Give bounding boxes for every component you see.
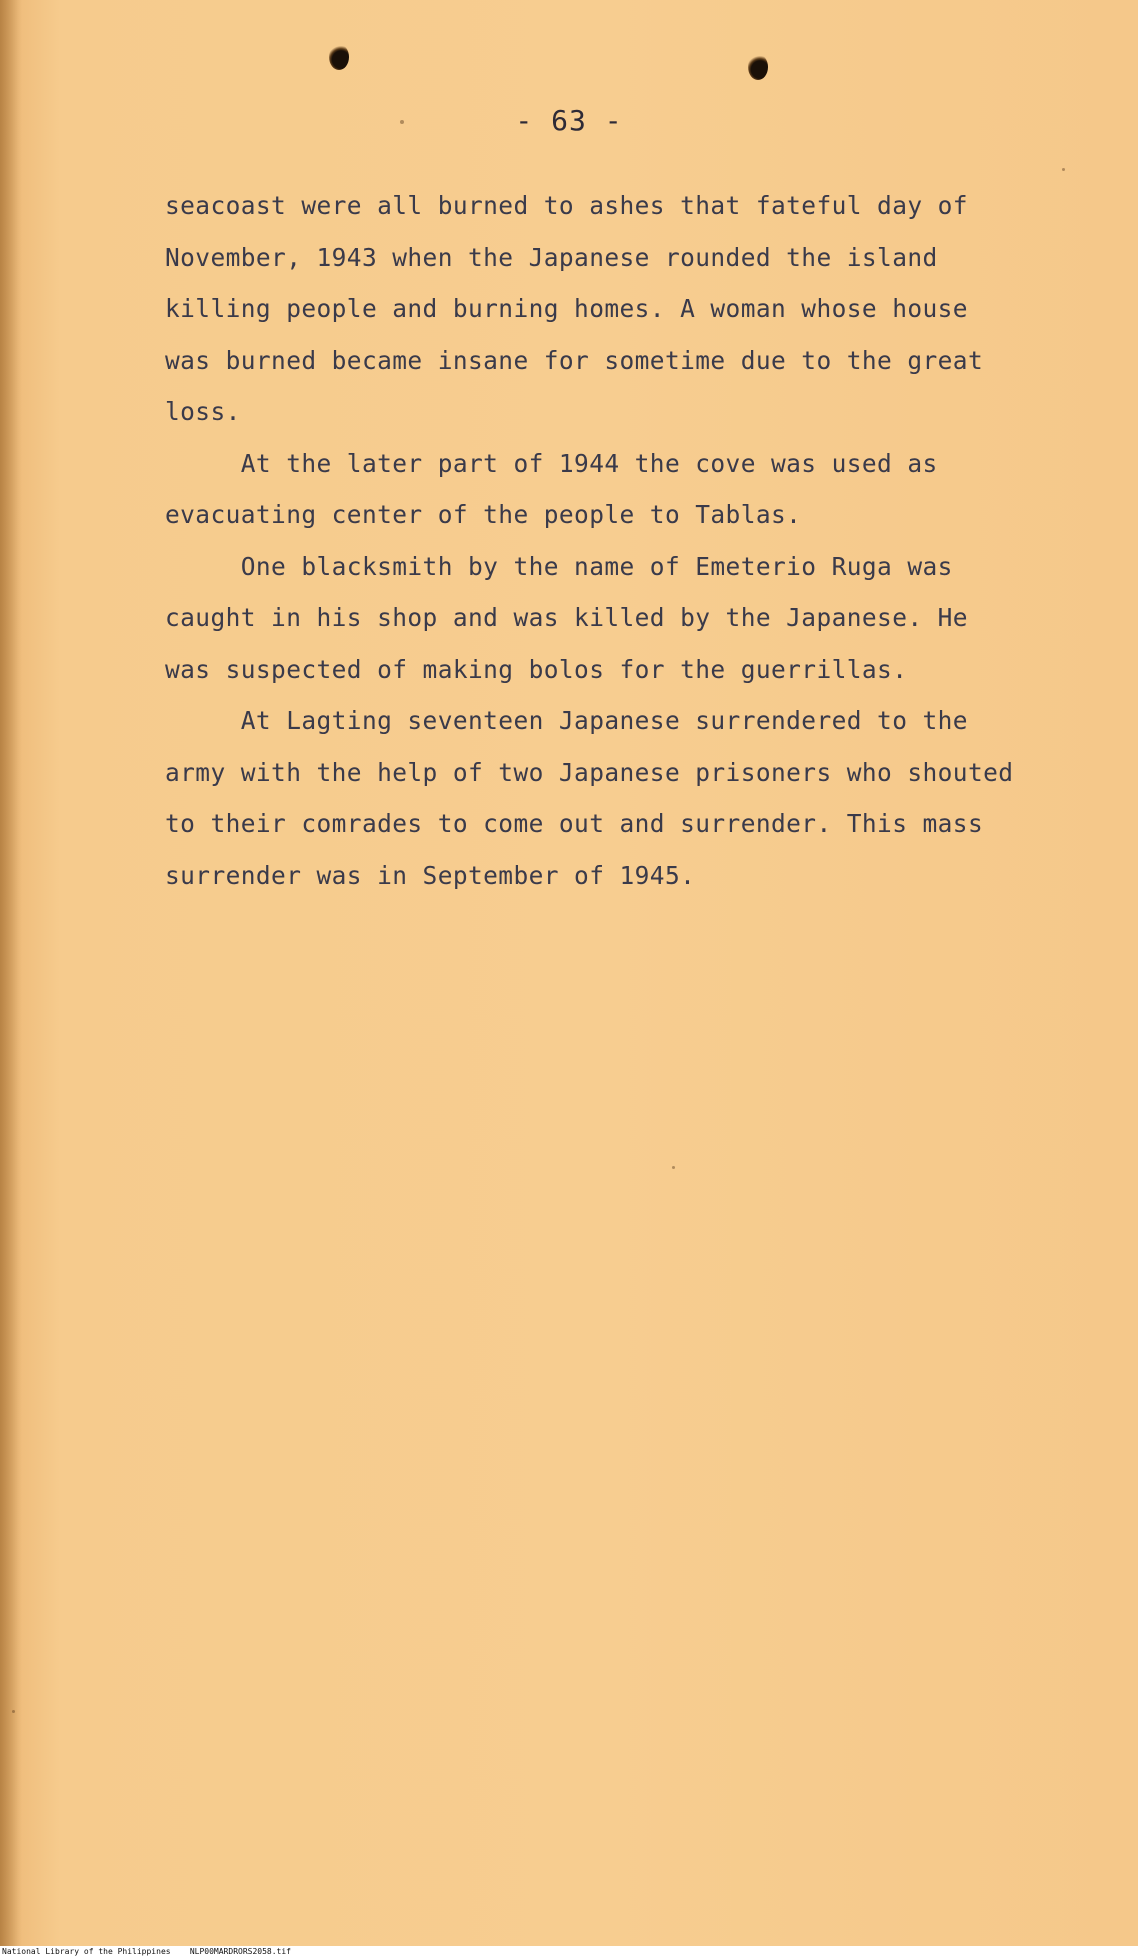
text-line: caught in his shop and was killed by the Japanese. He <box>165 603 968 632</box>
text-line: evacuating center of the people to Tablas. <box>165 500 802 529</box>
paper-speck <box>672 1166 675 1169</box>
text-line: was suspected of making bolos for the guerrillas. <box>165 654 908 684</box>
page-edge-shadow <box>0 0 22 1946</box>
text-line: At Lagting seventeen Japanese surrendered to the <box>165 706 968 735</box>
scan-footer-label: National Library of the Philippines NLP00MARDRORS2058.tif <box>2 1947 291 1956</box>
text-line: surrender was in September of 1945. <box>165 860 696 890</box>
text-line: One blacksmith by the name of Emeterio Ruga was <box>165 551 953 581</box>
page-number: - 63 - <box>515 104 623 137</box>
text-line: seacoast were all burned to ashes that fateful day of <box>165 191 968 220</box>
paper-speck <box>1062 168 1065 171</box>
text-line: loss. <box>165 397 241 426</box>
text-line: army with the help of two Japanese prisoners who shouted <box>165 757 1014 787</box>
paper-speck <box>12 1710 15 1713</box>
text-line: to their comrades to come out and surrender. This mass <box>165 809 984 838</box>
punch-hole-left <box>329 44 349 70</box>
text-line: At the later part of 1944 the cove was used as <box>165 448 938 478</box>
text-line: was burned became insane for sometime due to the great <box>165 345 984 375</box>
punch-hole-right <box>748 54 768 80</box>
text-line: November, 1943 when the Japanese rounded the island <box>165 242 938 272</box>
text-line: killing people and burning homes. A woman whose house <box>165 294 968 323</box>
typed-body-text <box>165 180 1065 901</box>
